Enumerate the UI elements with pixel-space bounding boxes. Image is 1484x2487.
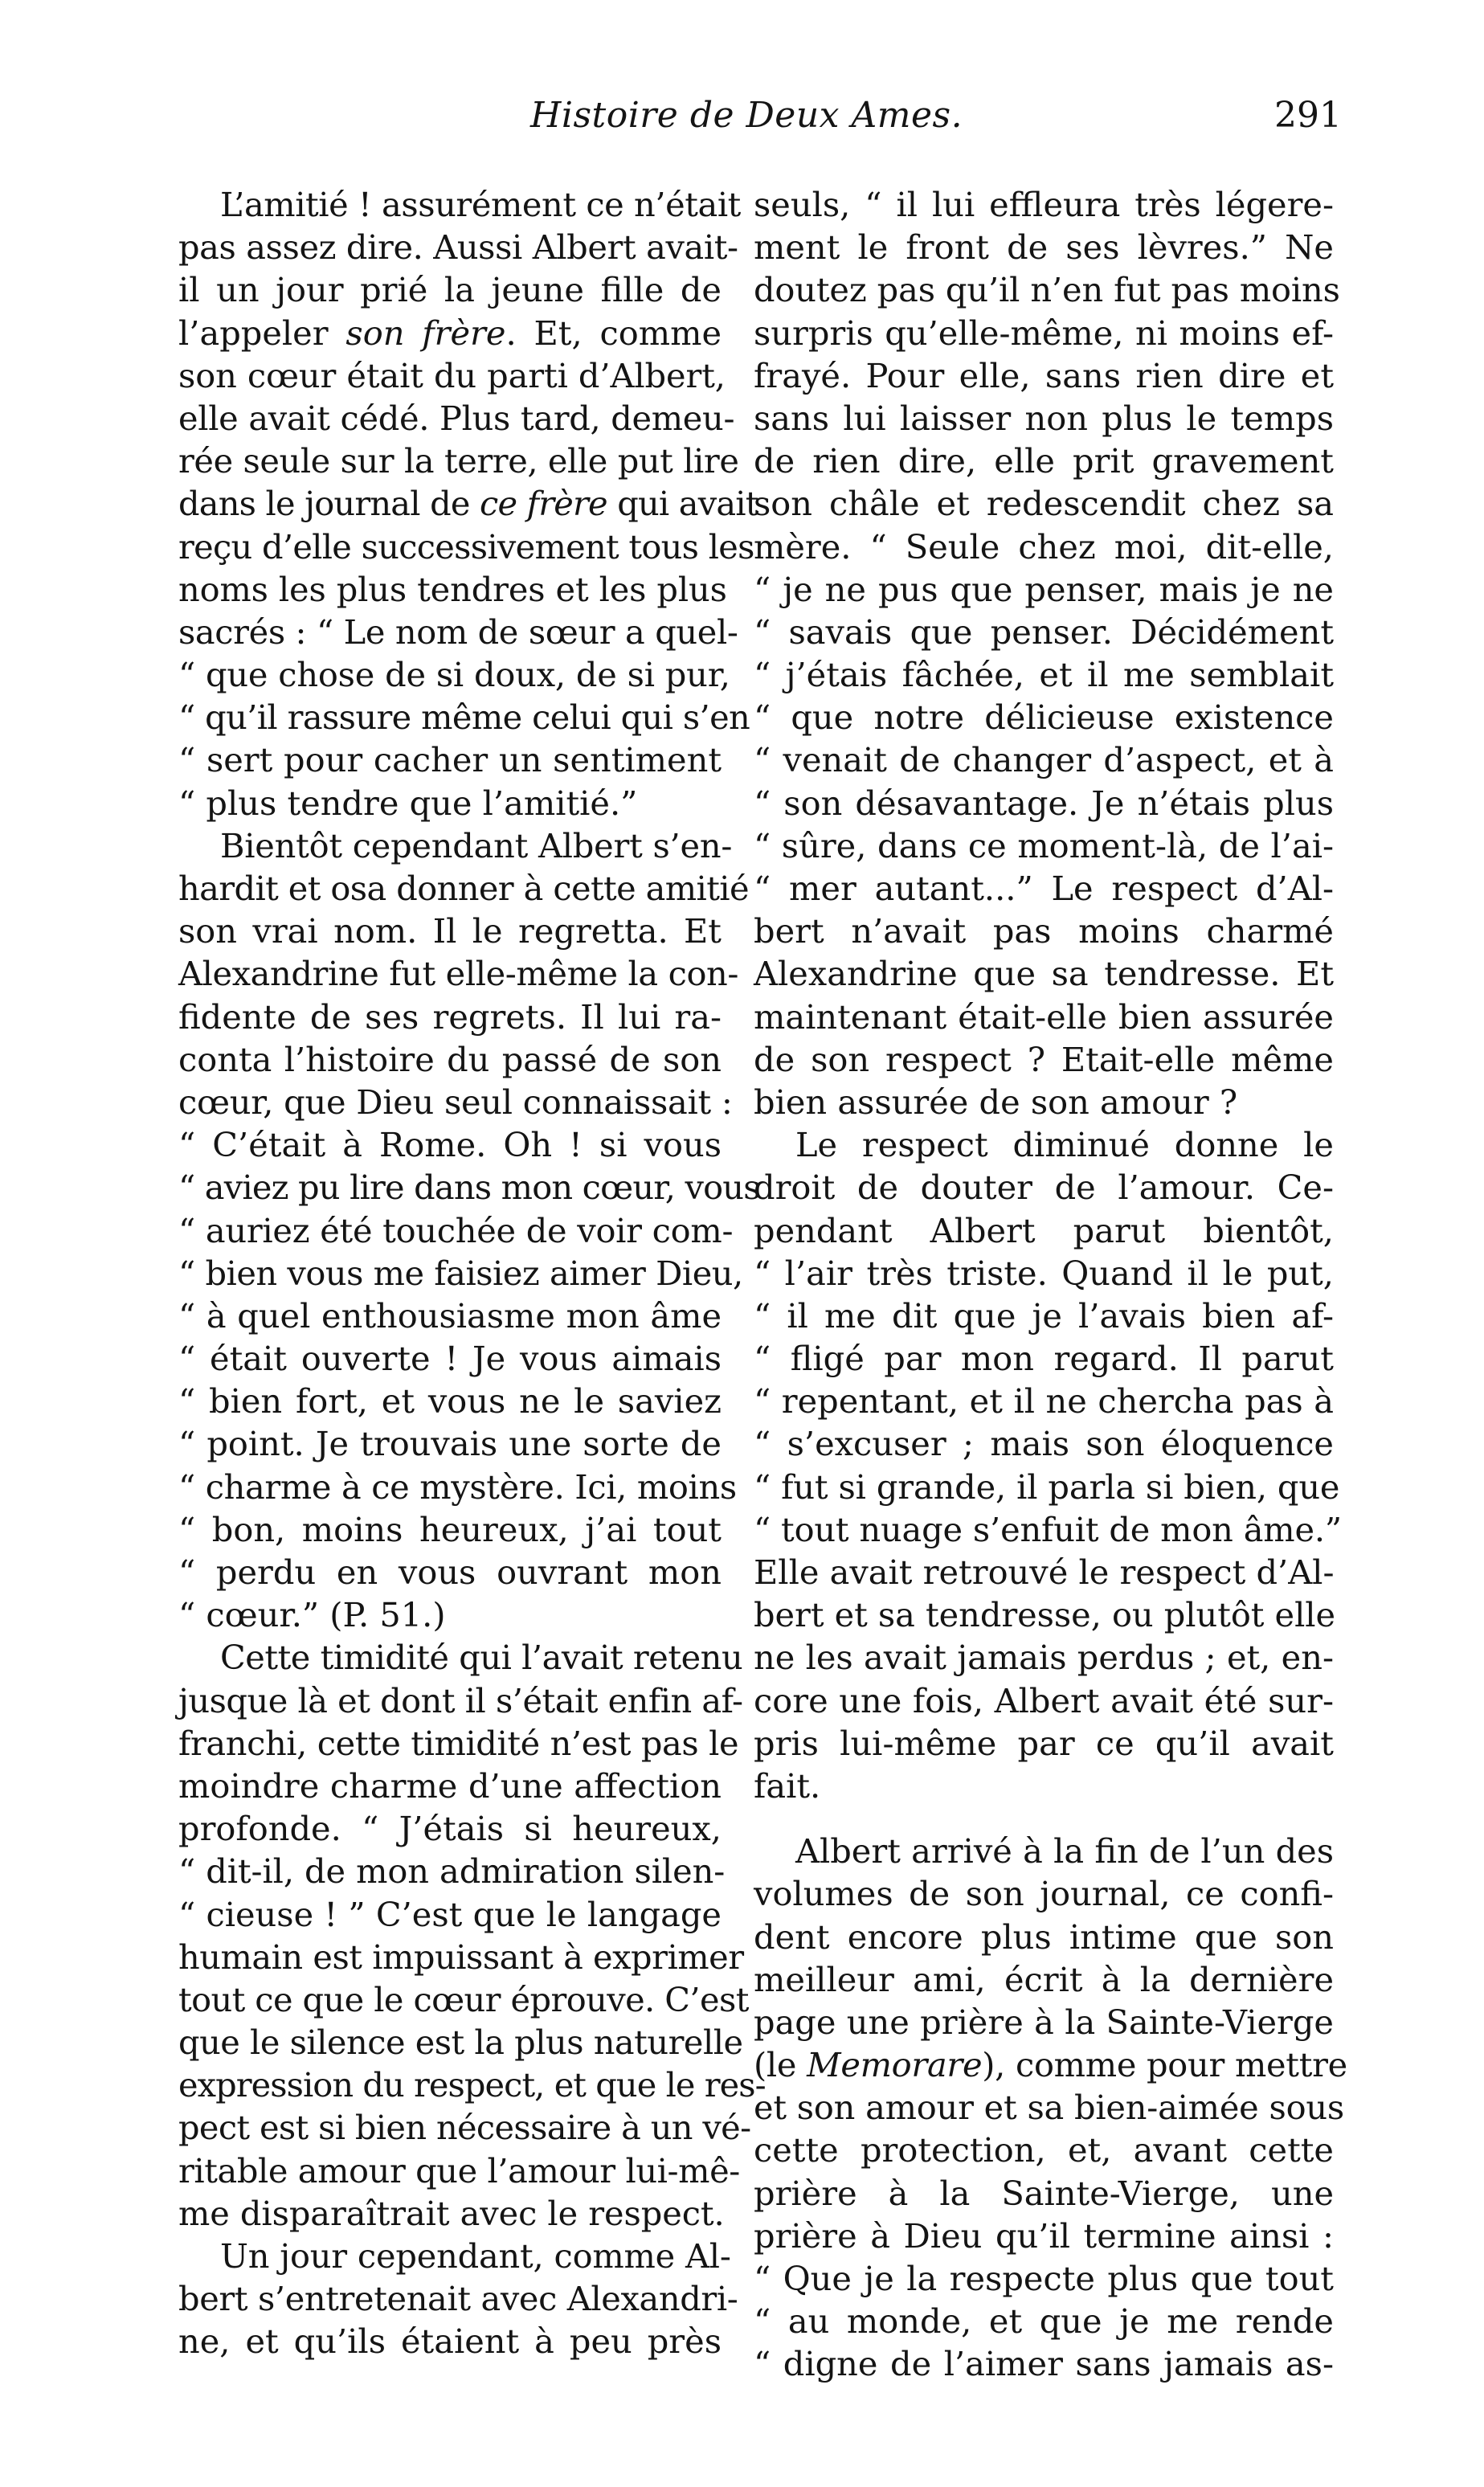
running-title: Histoire de Deux Ames. (530, 95, 963, 136)
text-line: “ plus tendre que l’amitié.” (178, 783, 638, 823)
text-line: “ charme à ce mystère. Ici, moins (178, 1466, 737, 1507)
right-text-column (754, 183, 1347, 2386)
text-line: “ point. Je trouvais une sorte de (178, 1424, 722, 1464)
text-line: conta l’histoire du passé de son (178, 1039, 722, 1079)
text-line: Bientôt cependant Albert s’en- (220, 825, 733, 865)
text-line: pris lui-même par ce qu’il avait (754, 1723, 1334, 1763)
text-line: core une fois, Albert avait été sur- (754, 1680, 1334, 1720)
text-line: pas assez dire. Aussi Albert avait- (178, 227, 738, 268)
text-line: hardit et osa donner à cette amitié (178, 869, 749, 908)
text-line: de rien dire, elle prit gravement (754, 441, 1334, 481)
text-line: humain est impuissant à exprimer (178, 1937, 744, 1977)
text-line: “ perdu en vous ouvrant mon (178, 1552, 722, 1592)
text-line: “ que chose de si doux, de si pur, (178, 655, 730, 695)
text-line: “ tout nuage s’enfuit de mon âme.” (754, 1509, 1342, 1549)
text-line: “ que notre délicieuse existence (754, 697, 1334, 738)
text-line: jusque là et dont il s’était enfin af- (178, 1680, 743, 1720)
text-line: bien assurée de son amour ? (754, 1082, 1238, 1122)
text-line: “ bon, moins heureux, j’ai tout (178, 1509, 722, 1549)
text-line: fait. (754, 1765, 821, 1806)
text-line: ritable amour que l’amour lui-mê- (178, 2150, 740, 2190)
text-line: “ bien fort, et vous ne le saviez (178, 1381, 722, 1421)
text-line: seuls, “ il lui effleura très légere- (754, 185, 1334, 224)
text-line: de son respect ? Etait-elle même (754, 1039, 1334, 1079)
text-line: “ aviez pu lire dans mon cœur, vous (178, 1168, 760, 1208)
text-line: “ était ouverte ! Je vous aimais (178, 1339, 722, 1379)
text-line: frayé. Pour elle, sans rien dire et (754, 355, 1334, 395)
text-line: prière à Dieu qu’il termine ainsi : (754, 2215, 1334, 2256)
text-line: reçu d’elle successivement tous les (178, 526, 754, 567)
text-line: “ venait de changer d’aspect, et à (754, 740, 1334, 780)
text-line: “ bien vous me faisiez aimer Dieu, (178, 1253, 743, 1293)
text-line: ne, et qu’ils étaient à peu près (178, 2321, 722, 2362)
text-line: “ cieuse ! ” C’est que le langage (178, 1894, 722, 1934)
text-line: “ fut si grande, il parla si bien, que (754, 1466, 1340, 1507)
text-line: surpris qu’elle-même, ni moins ef- (754, 313, 1334, 353)
text-line: “ son désavantage. Je n’étais plus (754, 783, 1334, 823)
text-line: “ s’excuser ; mais son éloquence (754, 1424, 1334, 1464)
text-line: “ j’étais fâchée, et il me semblait (754, 655, 1334, 695)
text-line: Alexandrine que sa tendresse. Et (754, 954, 1334, 994)
text-line: “ l’air très triste. Quand il le put, (754, 1253, 1334, 1293)
text-line: il un jour prié la jeune fille de (178, 270, 722, 310)
text-line: Elle avait retrouvé le respect d’Al- (754, 1552, 1335, 1592)
page-number: 291 (1274, 95, 1342, 136)
text-line: elle avait cédé. Plus tard, demeu- (178, 398, 735, 438)
text-line: noms les plus tendres et les plus (178, 569, 727, 609)
text-line: franchi, cette timidité n’est pas le (178, 1723, 739, 1763)
text-line: Alexandrine fut elle-même la con- (178, 954, 739, 994)
text-line: tout ce que le cœur éprouve. C’est (178, 1979, 749, 2019)
text-line: “ à quel enthousiasme mon âme (178, 1295, 722, 1336)
text-line: “ sert pour cacher un sentiment (178, 740, 722, 780)
text-line: “ fligé par mon regard. Il parut (754, 1339, 1334, 1379)
page-header (185, 95, 1342, 159)
text-line: rée seule sur la terre, elle put lire (178, 441, 739, 481)
text-line: cœur, que Dieu seul connaissait : (178, 1082, 733, 1122)
text-line: Cette timidité qui l’avait retenu (220, 1638, 743, 1678)
paragraph-gap (754, 1807, 1334, 1830)
text-line: bert s’entretenait avec Alexandri- (178, 2279, 738, 2319)
text-line: pendant Albert parut bientôt, (754, 1210, 1334, 1250)
text-line: expression du respect, et que le res- (178, 2065, 766, 2105)
left-text-column (178, 183, 766, 2363)
text-line: “ C’était à Rome. Oh ! si vous (178, 1125, 722, 1165)
text-line: doutez pas qu’il n’en fut pas moins (754, 270, 1340, 310)
text-line: dans le journal de ce frère qui avait (178, 484, 758, 524)
text-line: Un jour cependant, comme Al- (220, 2236, 731, 2276)
text-line: “ Que je la respecte plus que tout (754, 2259, 1334, 2298)
text-line: et son amour et sa bien-aimée sous (754, 2088, 1344, 2128)
text-line: (le Memorare), comme pour mettre (754, 2045, 1347, 2085)
text-line: “ repentant, et il ne chercha pas à (754, 1381, 1334, 1421)
text-line: Le respect diminué donne le (795, 1125, 1334, 1165)
text-line: dent encore plus intime que son (754, 1916, 1334, 1957)
text-line: “ je ne pus que penser, mais je ne (754, 569, 1334, 609)
text-line: maintenant était-elle bien assurée (754, 996, 1334, 1037)
text-line: fidente de ses regrets. Il lui ra- (178, 996, 722, 1037)
text-line: “ auriez été touchée de voir com- (178, 1210, 734, 1250)
text-line: “ dit-il, de mon admiration silen- (178, 1851, 726, 1892)
text-line: cette protection, et, avant cette (754, 2130, 1334, 2170)
text-line: meilleur ami, écrit à la dernière (754, 1959, 1334, 1999)
text-line: page une prière à la Sainte-Vierge (754, 2002, 1334, 2042)
text-line: “ sûre, dans ce moment-là, de l’ai- (754, 825, 1334, 865)
text-line: que le silence est la plus naturelle (178, 2023, 743, 2063)
text-line: bert et sa tendresse, ou plutôt elle (754, 1595, 1336, 1635)
text-line: son vrai nom. Il le regretta. Et (178, 911, 722, 951)
text-line: ne les avait jamais perdus ; et, en- (754, 1638, 1334, 1678)
text-line: ment le front de ses lèvres.” Ne (754, 227, 1334, 268)
text-line: L’amitié ! assurément ce n’était (220, 185, 741, 224)
text-line: “ cœur.” (P. 51.) (178, 1595, 446, 1635)
text-line: Albert arrivé à la fin de l’un des (795, 1831, 1334, 1871)
text-line: sacrés : “ Le nom de sœur a quel- (178, 612, 738, 652)
text-line: son cœur était du parti d’Albert, (178, 355, 726, 395)
text-line: “ au monde, et que je me rende (754, 2301, 1334, 2342)
text-line: l’appeler son frère. Et, comme (178, 313, 722, 353)
text-line: droit de douter de l’amour. Ce- (754, 1168, 1334, 1208)
text-line: moindre charme d’une affection (178, 1765, 722, 1806)
text-line: sans lui laisser non plus le temps (754, 398, 1334, 438)
text-line: “ il me dit que je l’avais bien af- (754, 1295, 1334, 1336)
text-line: “ qu’il rassure même celui qui s’en (178, 697, 750, 738)
text-line: me disparaîtrait avec le respect. (178, 2193, 725, 2233)
text-line: “ digne de l’aimer sans jamais as- (754, 2344, 1334, 2384)
text-line: son châle et redescendit chez sa (754, 484, 1334, 524)
text-line: “ mer autant...” Le respect d’Al- (754, 869, 1334, 908)
text-line: “ savais que penser. Décidément (754, 612, 1334, 652)
text-line: volumes de son journal, ce confi- (754, 1874, 1334, 1914)
text-line: bert n’avait pas moins charmé (754, 911, 1334, 951)
text-line: pect est si bien nécessaire à un vé- (178, 2108, 751, 2148)
text-line: mère. “ Seule chez moi, dit-elle, (754, 526, 1334, 567)
text-line: profonde. “ J’étais si heureux, (178, 1809, 722, 1849)
text-line: prière à la Sainte-Vierge, une (754, 2173, 1334, 2213)
